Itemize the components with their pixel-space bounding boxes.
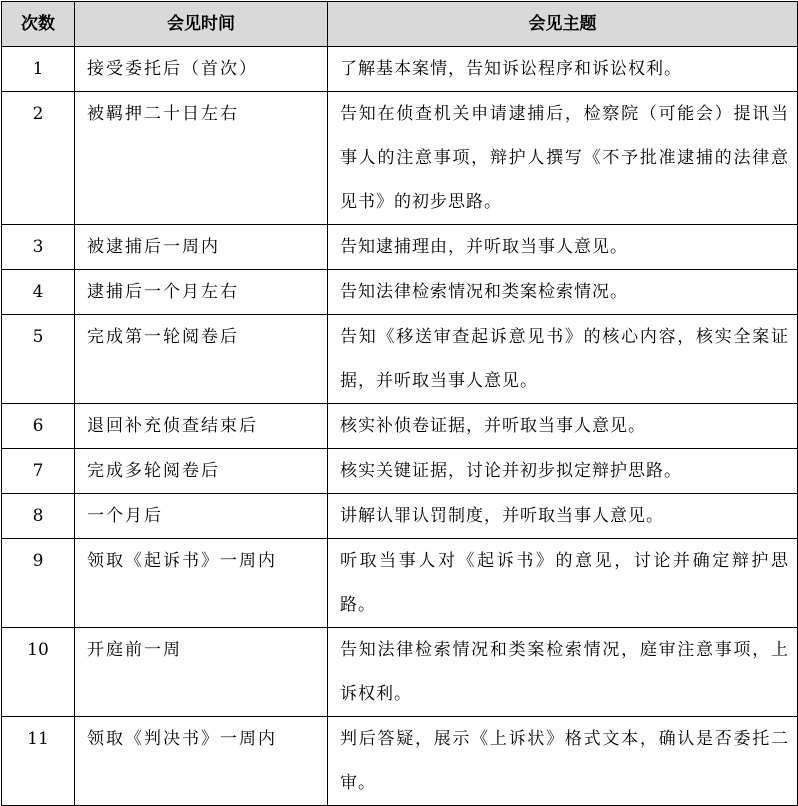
row-time: 开庭前一周 <box>75 628 328 717</box>
row-number: 11 <box>2 717 75 806</box>
row-number: 9 <box>2 539 75 628</box>
row-number: 3 <box>2 225 75 270</box>
meeting-schedule-table <box>1 1 798 806</box>
table-row <box>2 449 798 494</box>
table-row <box>2 92 798 225</box>
row-number: 8 <box>2 494 75 539</box>
table-row <box>2 404 798 449</box>
row-time: 完成第一轮阅卷后 <box>75 315 328 404</box>
row-time: 退回补充侦查结束后 <box>75 404 328 449</box>
table-row <box>2 47 798 92</box>
row-number: 2 <box>2 92 75 225</box>
table-row <box>2 270 798 315</box>
table-header-row <box>2 2 798 47</box>
header-meeting-topic: 会见主题 <box>328 2 798 47</box>
row-time: 完成多轮阅卷后 <box>75 449 328 494</box>
row-time: 接受委托后（首次） <box>75 47 328 92</box>
header-meeting-time: 会见时间 <box>75 2 328 47</box>
header-count: 次数 <box>2 2 75 47</box>
row-number: 1 <box>2 47 75 92</box>
row-number: 7 <box>2 449 75 494</box>
row-number: 5 <box>2 315 75 404</box>
table-row <box>2 539 798 628</box>
row-topic: 告知逮捕理由，并听取当事人意见。 <box>328 225 798 270</box>
row-time: 领取《起诉书》一周内 <box>75 539 328 628</box>
row-time: 被羁押二十日左右 <box>75 92 328 225</box>
row-time: 逮捕后一个月左右 <box>75 270 328 315</box>
row-topic: 听取当事人对《起诉书》的意见，讨论并确定辩护思路。 <box>328 539 798 628</box>
row-number: 10 <box>2 628 75 717</box>
row-time: 一个月后 <box>75 494 328 539</box>
row-time: 被逮捕后一周内 <box>75 225 328 270</box>
table-row <box>2 717 798 806</box>
row-topic: 告知《移送审查起诉意见书》的核心内容，核实全案证据，并听取当事人意见。 <box>328 315 798 404</box>
table-row <box>2 225 798 270</box>
table-row <box>2 315 798 404</box>
row-number: 6 <box>2 404 75 449</box>
row-topic: 告知在侦查机关申请逮捕后，检察院（可能会）提讯当事人的注意事项，辩护人撰写《不予批准逮捕的法律意见书》的初步思路。 <box>328 92 798 225</box>
row-topic: 核实补侦卷证据，并听取当事人意见。 <box>328 404 798 449</box>
row-topic: 判后答疑，展示《上诉状》格式文本，确认是否委托二审。 <box>328 717 798 806</box>
row-number: 4 <box>2 270 75 315</box>
row-topic: 核实关键证据，讨论并初步拟定辩护思路。 <box>328 449 798 494</box>
table-row <box>2 628 798 717</box>
table-row <box>2 494 798 539</box>
row-topic: 讲解认罪认罚制度，并听取当事人意见。 <box>328 494 798 539</box>
row-topic: 告知法律检索情况和类案检索情况。 <box>328 270 798 315</box>
row-topic: 了解基本案情，告知诉讼程序和诉讼权利。 <box>328 47 798 92</box>
row-time: 领取《判决书》一周内 <box>75 717 328 806</box>
row-topic: 告知法律检索情况和类案检索情况，庭审注意事项，上诉权利。 <box>328 628 798 717</box>
